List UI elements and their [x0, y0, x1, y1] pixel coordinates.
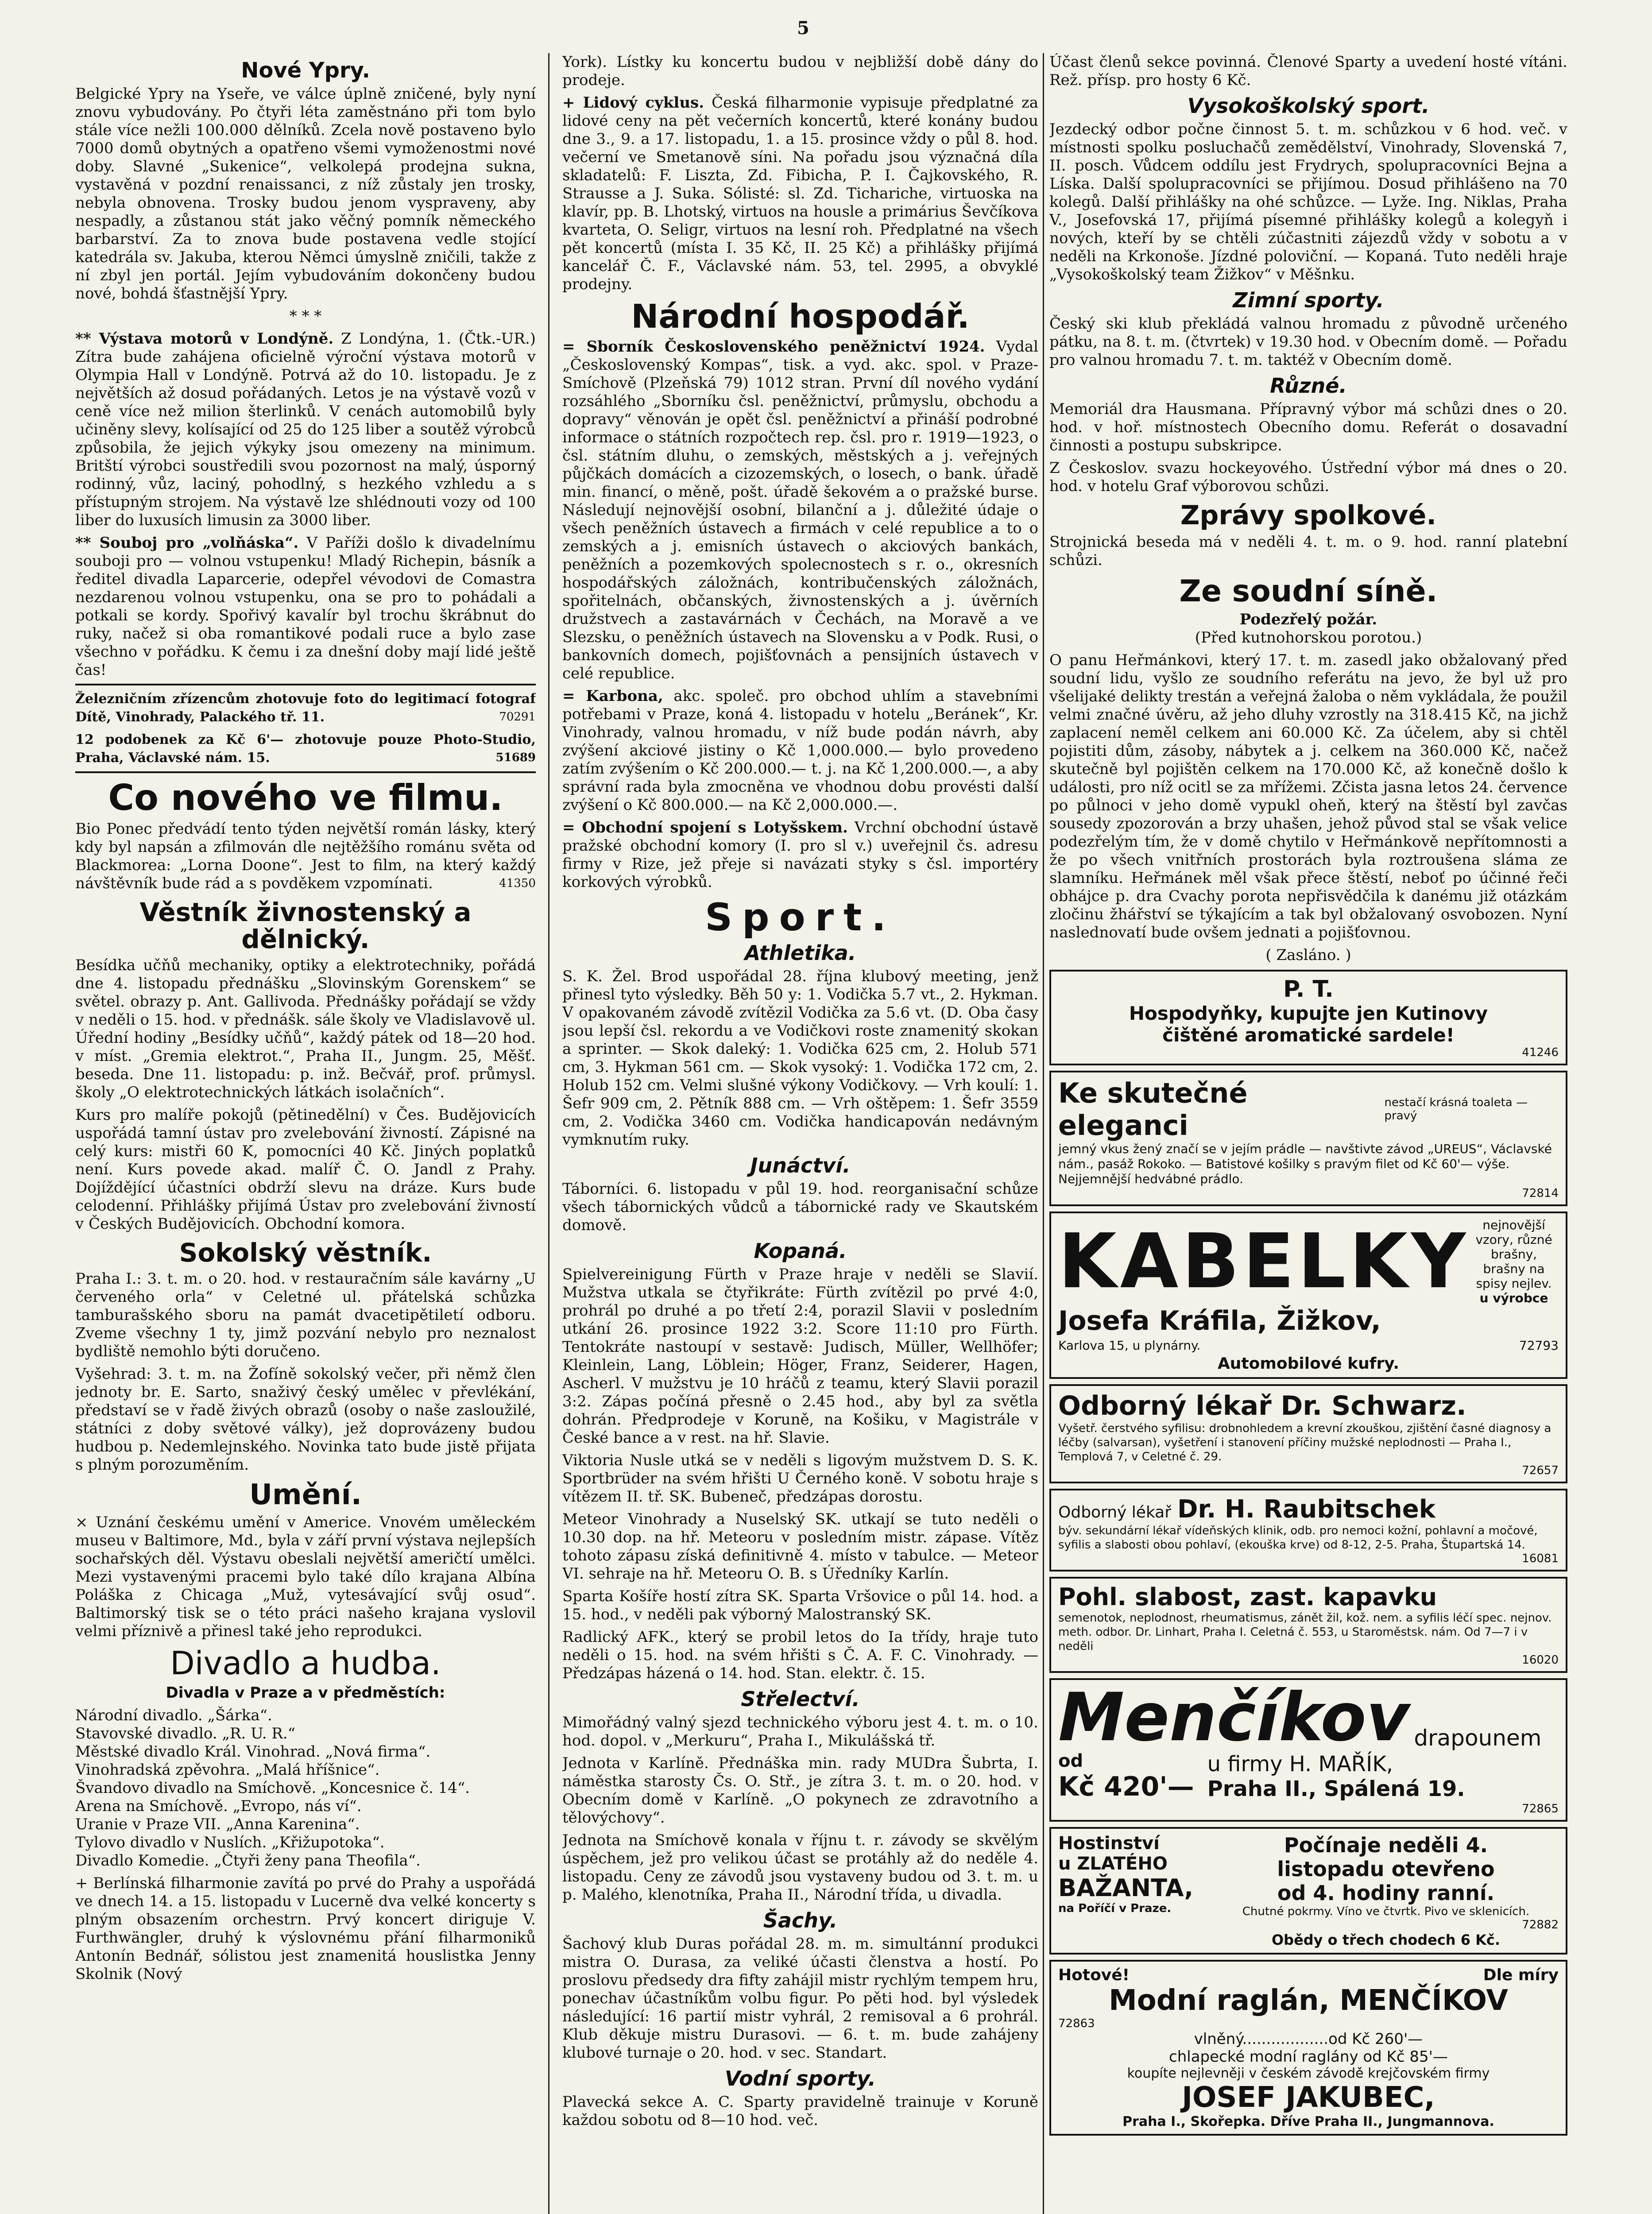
subtitle-pozar: Podezřelý požár.	[1239, 611, 1377, 629]
ad-mencikov-num: 72865	[1522, 1802, 1559, 1816]
theatre-item: Městské divadlo Král. Vinohrad. „Nová firma“.	[75, 1742, 431, 1761]
ad-kabelky-foot: Automobilové kufry.	[1217, 1355, 1400, 1373]
ad-mencikov-price: Kč 420'—	[1058, 1771, 1194, 1803]
ad-bazant-line: BAŽANTA,	[1058, 1874, 1194, 1902]
article-sachy: Šachový klub Duras pořádal 28. m. m. simultánní produkci mistra O. Durasa, za veliké účasti členstva a hostí. Po proslovu předsedy dra fifty zahájil mistr rychlým tempem hru, ponechav účastníkům volbu figur. Po pěti hod. byl výsledek následující: 16 partií mistr vyhrál, 2 remisoval a 6 prohrál. Klub děkuje mistru Durasovi. — 6. t. m. bude zahájeny klubové turnaje o 20. hod. v sec. Standart.	[562, 1935, 1038, 2062]
article-kopana-5: Radlický AFK., který se probil letos do Ia třídy, hraje tuto neděli o 15. hod. na svém hřišti s Č. A. F. C. Vinohrady. — Předzápas házená o 14. hod. Stan. elektr. č. 15.	[562, 1628, 1038, 1682]
ad-raglan-num: 72863	[1058, 2017, 1095, 2031]
subsection-zimni: Zimní sporty.	[1233, 288, 1384, 312]
ad-raglan-name: JOSEF JAKUBEC,	[1182, 2081, 1435, 2114]
subsection-junactvi: Junáctví.	[750, 1153, 851, 1177]
article-karbona: = Karbona, akc. společ. pro obchod uhlím a stavebními potřebami v Praze, koná 4. listopadu v hotelu „Beránek“, Kr. Vinohrady, valnou hromadu, v níž bude podán návrh, aby zvýšení akciové jistiny o Kč 1,000.000.— bylo provedeno zatím zvýšením o Kč 200.000.— t. j. na Kč 1,200.000.—, a aby správní rada byla zmocněna ve vhodnou dobu provésti další zvýšení o Kč 800.000.— na Kč 2,000.000.—.	[562, 687, 1038, 814]
ad-kabelky-side: u výrobce	[1479, 1291, 1548, 1306]
subsection-vysokoskolsky: Vysokoškolský sport.	[1187, 94, 1430, 118]
ad-raubitschek-lead: Odborný lékař	[1058, 1503, 1172, 1522]
ad-photo-studio: 12 podobenek za Kč 6'— zhotovuje pouze Photo-Studio, Praha, Václavské nám. 15. 51689	[75, 732, 536, 766]
subsection-kopana: Kopaná.	[754, 1239, 847, 1263]
ad-raglan-right: Dle míry	[1483, 1966, 1559, 1985]
article-kopana-2: Viktoria Nusle utká se v neděli s ligovým mužstvem D. S. K. Sportbrüder na svém hřišti U Černého koně. V sobotu hraje s vítězem II. tř. SK. Bubeneč, předzápas dorostu.	[562, 1451, 1038, 1506]
ad-schwarz-title: Odborný lékař Dr. Schwarz.	[1058, 1390, 1466, 1422]
ad-mencikov-address: Praha II., Spálená 19.	[1207, 1777, 1465, 1802]
article-kopana-1: Spielvereinigung Fürth v Praze hraje v neděli se Slavií. Mužstva utkala se čtyřikráte: Fürth zvítězil po prvé 4:0, prohrál po druhé a po třetí 2:4, porazil Slavii v posledním utkání 26. prosince 1922 3:2. Score 11:10 pro Fürth. Tentokráte nastoupí v sestavě: Judisch, Müller, Wellhöfer; Kleinlein, Lang, Löblein; Höger, Franz, Seiderer, Hagen, Ascherl. V mužstvu je 10 hráčů z teamu, který Slavii porazil 3:2. Zápas počíná přesně o 2.45 hod., aby byl za světla dohrán. Předprodeje v Koruně, na Košiku, v Magistrále v České bance a v rest. na hř. Slavie.	[562, 1265, 1038, 1447]
section-title-narodni: Národní hospodář.	[631, 298, 970, 336]
ad-bazant-right: Počínaje neděli 4.	[1284, 1833, 1488, 1858]
article-vestnik-1: Besídka učňů mechaniky, optiky a elektrotechniky, pořádá dne 4. listopadu přednášku „Slovinským Gorenskem“ se světel. obrazy p. Ant. Gallivoda. Přednášky pořádají se vždy v neděli o 15. hod. v přednášk. sále školy ve Vladislavově ul. Úřední hodiny „Besídky učňů“, každý pátek od 18—20 hod. v míst. „Gremia elektrot.“, Praha II., Jungm. 25, Měšť. beseda. Dne 11. listopadu: p. inž. Bečvář, prof. průmysl. školy „O elektrotechnických látkách isolačních“.	[75, 956, 536, 1102]
ad-kabelky-side: brašny na spisy nejlev.	[1476, 1262, 1552, 1291]
ad-elegance-num: 72814	[1522, 1187, 1559, 1200]
section-title-sokolsky: Sokolský věstník.	[179, 1238, 432, 1268]
theatre-item: Arena na Smíchově. „Evropo, nás ví“.	[75, 1797, 362, 1815]
ad-kabelky	[1049, 1212, 1567, 1379]
column-rule	[548, 53, 549, 2214]
ad-kabelky-side: nejnovější vzory, různé brašny,	[1475, 1218, 1552, 1262]
subsection-strelectvi: Střelectví.	[741, 1687, 860, 1711]
ad-pohl-slabost	[1049, 1577, 1567, 1673]
ad-kabelky-title: KABELKY	[1058, 1218, 1470, 1306]
article-vestnik-2: Kurs pro malíře pokojů (pětinedělní) v Čes. Budějovicích uspořádá tamní ústav pro zvelebování živností. Zápisné na celý kurs: mistři 60 K, pomocníci 40 Kč. Jiných poplatků není. Kurs povede akad. malíř Č. O. Jandl z Prahy. Dojíždějící účastníci obdrží slevu na dráze. Kurs bude celodenní. Přihlášky přijímá Ústav pro zvelebování živností v Českých Budějovicích. Obchodní komora.	[75, 1106, 536, 1233]
ad-elegance-title: Ke skutečné eleganci	[1058, 1077, 1248, 1142]
ad-kabelky-maker: Josefa Kráfila, Žižkov,	[1058, 1305, 1381, 1337]
ad-mencikov-price-lead: od	[1058, 1751, 1083, 1772]
ad-dr-raubitschek	[1049, 1489, 1567, 1571]
article-soudni: O panu Heřmánkovi, který 17. t. m. zasedl jako obžalovaný před soudní lidu, vyšlo ze soudního referátu na jevo, že byl už pro všelijaké delikty trestán a veřejná žaloba o něm vykládala, že použil velmi značné úvěru, až jeho dluhy vzrostly na 318.415 Kč, na jichž zaplacení neměl celkem ani 60.000 Kč. Za účelem, aby si chtěl pojistiti dům, zásoby, nábytek a j. celkem na 360.000 Kč, načež skutečně byl pojištěn celkem na 170.000 Kč, až konečně došlo k události, pro níž ocitl se za mřížemi. Zčista jasna letos 24. července po půlnoci v jeho domě vypukl oheň, který na štěstí byl zavčas sousedy zpozorován a brzy uhašen, jehož původ stal se však velice podezřelým tím, že v domě chytilo v Heřmánkově nepřítomnosti a že po všech vnitřních prostorách byla roztroušena sláma ze slamníku. Heřmánek měl však přece štěstí, neboť po účinné řeči obhájce p. dra Cvachy porota nepřisvědčila k danému již otázkám zločinu žhářství se týkajícím a tak byl obžalovaný osvobozen. Nyní naslednovatí bude ovšem jednati a pojišťovnou.	[1049, 651, 1567, 942]
article-ruzne-2: Z Českoslov. svazu hockeyového. Ústřední výbor má dnes o 20. hod. v hotelu Graf výborovou schůzi.	[1049, 459, 1567, 495]
article-berlinska: + Berlínská filharmonie zavítá po prvé do Prahy a uspořádá ve dnech 14. a 15. listopadu v Lucerně dva velké koncerty s plným obsazením orchestrn. Prvý koncert diriguje V. Furthwängler, druhý k výslovnému přání filharmoniků Antonín Bednář, sólistou jest znamenitá houslistka Jenny Skolnik (Nový	[75, 1874, 536, 1983]
article-zimni: Český ski klub překládá valnou hromadu z původně určeného pátku, na 8. t. m. (čtvrtek) v 19.30 hod. v Obecním domě. — Pořadu pro valnou hromadu 7. t. m. taktéž v Obecním domě.	[1049, 315, 1567, 369]
section-title-soudni: Ze soudní síně.	[1179, 574, 1438, 609]
ad-bazant-line: Hostinství	[1058, 1833, 1160, 1854]
theatre-item: Divadlo Komedie. „Čtyři ženy pana Theofila“.	[75, 1851, 421, 1870]
article-atletika: S. K. Žel. Brod uspořádal 28. října klubový meeting, jenž přinesl tyto výsledky. Běh 50 y: 1. Vodička 5.7 vt., 2. Hykman. V opakovaném závodě zvítězil Vodička za 5.6 vt. (D. Oba časy jsou lepší čsl. rekordu a ve Vodičkovi roste znamenitý skokan a sprinter. — Skok daleký: 1. Vodička 625 cm, 2. Holub 571 cm, 3. Hykman 561 cm. — Skok vysoký: 1. Vodička 172 cm, 2. Holub 152 cm. Velmi slušné výkony Vodičkovy. — Vrh koulí: 1. Šefr 909 cm, 2. Pětník 888 cm. — Vrh oštěpem: 1. Šefr 3559 cm, 2. Vodička 3460 cm. Vodička handicapován nedávným vymknutím ruky.	[562, 967, 1038, 1149]
article-title-nove-ypry: Nové Ypry.	[241, 58, 370, 83]
theatre-item: Národní divadlo. „Šárka“.	[75, 1706, 272, 1724]
ad-bazant-line: u ZLATÉHO	[1058, 1854, 1168, 1874]
page-number: 5	[797, 18, 809, 39]
subsection-atletika: Athletika.	[744, 941, 856, 965]
subtitle-divadla: Divadla v Praze a v předměstích:	[166, 1684, 445, 1702]
ad-bazant-line: na Poříčí v Praze.	[1058, 1902, 1172, 1916]
subsection-vodni: Vodní sporty.	[724, 2066, 876, 2090]
ad-kabelky-num: 72793	[1519, 1338, 1559, 1353]
article-york: York). Lístky ku koncertu budou v nejbližší době dány do prodeje.	[562, 53, 1038, 89]
ad-raglan-left: Hotové!	[1058, 1966, 1130, 1985]
article-vystava: ** Výstava motorů v Londýně. Z Londýna, 1. (Čtk.-UR.) Zítra bude zahájena oficielně výroční výstava motorů v Olympia Hall v Londýně. Potrvá až do 10. listopadu. Je z největších až dosud pořádaných. Letos je na výstavě vozů v ceně více než milion šterlinků. V cenách automobilů byly učiněny slevy, kolísající od 25 do 125 liber a soutěž výrobců způsobila, že jejich výkyky jsou omezeny na minimum. Britští výrobci soustředili svou pozornost na malý, úsporný rodinný, vůz, laciný, pohodlný, s hezkého vzhledu a s přístupným strojem. Na výstavě lze shlédnouti vozy od 100 liber do luxusích limusin za 3000 liber.	[75, 330, 536, 530]
section-title-zpravy: Zprávy spolkové.	[1180, 500, 1437, 531]
article-sokolsky-2: Vyšehrad: 3. t. m. na Žofíně sokolský večer, při němž člen jednoty br. E. Sarto, snaživý český umělec v převlékání, představí se v řadě živých obrazů (osoby o naše zasloužilé, státníci z doby světové války), jež doprovázeny budou hudbou p. Nedemlejnského. Novinka tato bude jistě přijata s plným porozuměním.	[75, 1365, 536, 1474]
ad-pohl-body: semenotok, neplodnost, rheumatismus, zánět žil, kož. nem. a syfilis léčí spec. nejnov. meth. odbor. Dr. Linhart, Praha I. Celetná č. 553, u Staroměstsk. nám. Od 7—7 i v neděli	[1058, 1611, 1552, 1653]
ad-raubitschek-num: 16081	[1522, 1552, 1559, 1566]
article-body-nove-ypry: Belgické Ypry na Yseře, ve válce úplně zničené, byly nyní znovu vybudovány. Po čtyři léta zaměstnáno při tom bylo stále více nežli 100.000 dělníků. Zcela nově postaveno bylo 7000 domů obytných a opatřeno všemi vymoženostmi nové doby. Slavné „Sukenice“, velkolepá prodejna sukna, vystavěná v pozdní renaissanci, z níž zůstaly jen trosky, nebyla obnovena. Trosky budou jenom vyspraveny, aby nespadly, a zůstanou stát jako věčný pomník německého barbarství. Za to znova bude postavena vedle stojící katedrála sv. Jakuba, kterou Němci úmyslně zničili, takže z ní zbyl jen portál. Jejím vybudováním dokončeny budou nové, bohdá šťastnější Ypry.	[75, 85, 536, 303]
section-title-umeni: Umění.	[249, 1479, 362, 1512]
theatre-item: Uranie v Praze VII. „Anna Karenina“.	[75, 1815, 360, 1833]
section-title-sport: Sport.	[705, 895, 896, 940]
subsection-ruzne: Různé.	[1270, 374, 1347, 398]
ad-pt-line1: P. T.	[1283, 976, 1334, 1003]
section-title-film: Co nového ve filmu.	[108, 777, 503, 819]
article-sokolsky-1: Praha I.: 3. t. m. o 20. hod. v restauračním sále kavárny „U červeného orla“ v Celetné ul. přátelská schůzka tamburašského sboru na památ dvacetipětiletí odboru. Zveme všechny 1 ty, jimž pozvání nebylo pro neznalost bydliště nemohlo býti doručeno.	[75, 1270, 536, 1361]
ad-pt-num: 41246	[1522, 1046, 1559, 1060]
section-title-divadlo: Divadlo a hudba.	[170, 1645, 441, 1682]
article-strelectvi-1: Mimořádný valný sjezd technického výboru jest 4. t. m. o 10. hod. dopol. v „Merkuru“, Praha I., Mikulášská tř.	[562, 1713, 1038, 1750]
divider	[75, 684, 536, 685]
ad-pt-line3: čištěné aromatické sardele!	[1162, 1024, 1455, 1046]
ad-raglan-title: Modní raglán, MENČÍKOV	[1109, 1984, 1508, 2017]
article-zpravy: Strojnická beseda má v neděli 4. t. m. o 9. hod. ranní platební schůzi.	[1049, 533, 1567, 569]
column-3	[1049, 53, 1567, 2214]
ad-raubitschek-body: býv. sekundární lékař vídeňských klinik, odb. pro nemoci kožní, pohlavní a močové, syfilis a slabosti obou pohlaví, (ekouška krve) od 8-12, 2-5. Praha, Štupartská 14.	[1058, 1524, 1538, 1552]
subtitle-porota: (Před kutnohorskou porotou.)	[1195, 629, 1422, 647]
section-title-vestnik: Věstník živnostenský a dělnický.	[139, 897, 472, 955]
article-strelectvi-2: Jednota v Karlíně. Přednáška min. rady MUDra Šubrta, I. náměstka starosty Čs. O. Stř., je zítra 3. t. m. o 20. hod. v Obecním domě v Karlíně. „O pokynech ze zdravotního a tělovýchovy“.	[562, 1754, 1038, 1827]
article-vysokoskolsky: Jezdecký odbor počne činnost 5. t. m. schůzkou v 6 hod. več. v místnosti spolku posluchačů zemědělství, Vinohrady, Slovenská 7, II. posch. Vůdcem oddílu jest Frydrych, spolupracovníci Bejna a Líska. Další spolupracovníci se přijímou. Dosud přihlášeno na 70 kolegů. Další přihlášky na ohé schůzce. — Lyže. Ing. Niklas, Praha V., Josefovská 17, přijímá písemné přihlášky kolegů a kolegyň i nových, kteří by se chtěli zúčastniti zájezdů vždy v sobotu a v neděli na Krkonoše. Jízdné poloviční. — Kopaná. Tuto neděli hraje „Vysokoškolský team Žižkov“ v Měšnku.	[1049, 120, 1567, 283]
ad-bazant-right: listopadu otevřeno	[1277, 1857, 1495, 1881]
ad-raglan-line: koupíte nejlevněji v českém závodě krejčovském firmy	[1127, 2066, 1490, 2082]
label-zaslano: ( Zasláno. )	[1265, 946, 1351, 964]
article-umeni: × Uznání českému umění v Americe. Vnovém uměleckém museu v Baltimore, Md., byla v září první výstava nejlepších sochařských děl. Výstavu obeslali největší američtí umělci. Mezi vystavenými pracemi bylo také dílo krajana Albína Poláška z Chicaga „Muž, vytesávající svůj osud“. Baltimorský tisk se o této práci našeho krajana vyslovil velmi příznivě a přinesl také jeho reprodukci.	[75, 1513, 536, 1641]
article-vodni: Plavecká sekce A. C. Sparty pravidelně trainuje v Koruně každou sobotu od 8—10 hod. več.	[562, 2093, 1038, 2129]
article-sbornik: = Sborník Československého peněžnictví 1924. Vydal „Československý Kompas“, tisk. a vyd. akc. spol. v Praze-Smíchově (Plzeňská 79) 1012 stran. První díl nového vydání rozsáhlého „Sborníku čsl. peněžnictví, průmyslu, obchodu a dopravy“ věnován je opět čsl. peněžnictví a přináší podrobné informace o státních rozpočtech rep. čsl. pro r. 1919—1923, o čsl. státním dluhu, o zemských, městských a j. veřejných půjčkách domácích a cizozemských, o losech, o bank. úřadě min. financí, o měně, pošt. úřadě šekovém a o pražské burse. Následují nejnovější osobní, bilanční a j. důležité údaje o všech peněžních ústavech a firmách v celé republice a to o zemských a j. emisních ústavech o akciových bankách, peněžních a pozemkových spolecnostech s r. o., okresních hospodářských záložnách, kontribučenských záložnách, spořitelnách, občanských, živnostenských a j. úvěrních družstvech a zastavárnách v Čechách, na Moravě a ve Slezsku, o peněžních ústavech na Slovensku a v Podk. Rusi, o bankovních domech, pojišťovnách a pensijních ústavech v celé republice.	[562, 337, 1038, 682]
ad-mencikov-side: drapounem	[1414, 1725, 1542, 1751]
article-ucast: Účast členů sekce povinná. Členové Sparty a uvedení hosté vítáni. Rež. přísp. pro hosty 6 Kč.	[1049, 53, 1567, 89]
theatre-item: Stavovské divadlo. „R. U. R.“	[75, 1724, 296, 1742]
ad-raglan-address: Praha I., Skořepka. Dříve Praha II., Jungmannova.	[1122, 2114, 1494, 2130]
ad-kabelky-address: Karlova 15, u plynárny.	[1058, 1338, 1201, 1353]
article-ruzne-1: Memoriál dra Hausmana. Přípravný výbor má schůzi dnes o 20. hod. v hoř. místnostech Obecního domu. Referát o dosavadní činnosti a postupu subskripce.	[1049, 400, 1567, 454]
article-obchodni: = Obchodní spojení s Lotyšskem. Vrchní obchodní ústavě pražské obchodní komory (I. pro sl v.) uveřejnil čs. adresu firmy v Rize, jež přeje si navázati styky s čsl. importéry korkových výrobků.	[562, 818, 1038, 891]
article-lidovy: + Lidový cyklus. Česká filharmonie vypisuje předplatné za lidové ceny na pět večerních koncertů, které konány budou dne 3., 9. a 17. listopadu, 1. a 15. prosince vždy o půl 8. hod. večerní ve Smetanově síni. Na pořadu jsou význačná díla skladatelů: F. Liszta, Zd. Fibicha, P. I. Čajkovského, R. Strausse a J. Suka. Sólisté: sl. Zd. Tichariche, virtuoska na klavír, pp. B. Lhotský, virtuos na housle a primárius Ševčíkova kvarteta, O. Seligr, virtuos na lesní roh. Předplatné na všech pět koncertů (místa I. 35 Kč, II. 25 Kč) a přihlášky přijímá kancelář Č. F., Václavské nám. 53, tel. 2995, a obvyklé prodejny.	[562, 94, 1038, 293]
ad-elegance-side: nestačí krásná toaleta — pravý	[1384, 1096, 1528, 1123]
ad-dr-schwarz	[1049, 1384, 1567, 1483]
article-kopana-4: Sparta Košíře hostí zítra SK. Sparta Vršovice o půl 14. hod. a 15. hod., v neděli pak výborný Malostranský SK.	[562, 1587, 1038, 1623]
theatre-item: Švandovo divadlo na Smíchově. „Koncesnice č. 14“.	[75, 1779, 470, 1797]
article-souboj: ** Souboj pro „volňáska“. V Paříži došlo k divadelnímu souboji pro — volnou vstupenku! Mladý Richepin, básník a ředitel divadla Laparcerie, odepřel vévodovi de Comastra nezdarenou volnou vstupenku, ona se pro to pohádali a potkali se kordy. Spořivý kavalír byl trochu škrábnut do ruky, načež si oba romantikové podali ruce a bylo zase všechno v pořádku. K čemu i za dnešní doby mají lidé ještě čas!	[75, 534, 536, 679]
ad-zeleznicni: Železničním zřízencům zhotovuje foto do legitimací fotograf Dítě, Vinohrady, Palackého tř. 11. 70291	[75, 691, 536, 725]
subsection-sachy: Šachy.	[763, 1908, 838, 1932]
ad-mencikov	[1049, 1678, 1567, 1822]
ad-zlaty-bazant	[1049, 1827, 1567, 1955]
theatre-item: Vinohradská zpěvohra. „Malá hříšnice“.	[75, 1761, 380, 1779]
divider	[75, 771, 536, 773]
separator-stars: * * *	[289, 307, 322, 325]
article-junactvi: Táborníci. 6. listopadu v půl 19. hod. reorganisační schůze všech tábornických vůdců a tábornické rady ve Skautském domově.	[562, 1180, 1038, 1234]
ad-raglan-jakubec	[1049, 1960, 1567, 2136]
ad-raglan-line: chlapecké modní raglány od Kč 85'—	[1169, 2048, 1448, 2066]
ad-elegance-body: jemný vkus žený značí se v jejím prádle — navštivte závod „UREUS“, Václavské nám., pasáž Rokoko. — Batistové košilky s pravým filet od Kč 60'— výše. Nejjemnější hedvábné prádlo.	[1058, 1142, 1552, 1187]
ad-raglan-line: vlněný..................od Kč 260'—	[1194, 2030, 1423, 2048]
ad-bazant-right: od 4. hodiny ranní.	[1277, 1881, 1495, 1905]
ad-kutinovy-sardele	[1049, 970, 1567, 1065]
ad-pohl-num: 16020	[1522, 1653, 1559, 1667]
ad-schwarz-body: Vyšetř. čerstvého syfilisu: drobnohledem a krevní zkouškou, zjištění časné diagnosy a léčby (salvarsan), vyšetření i stanovení příčiny mužské neplodnosti — Praha I., Templová 7, v Celetné č. 29.	[1058, 1422, 1551, 1464]
article-kopana-3: Meteor Vinohrady a Nuselský SK. utkají se tuto neděli o 10.30 dop. na hř. Meteoru v posledním mistr. zápase. Vítěz tohoto zápasu získá definitivně 4. místo v tabulce. — Meteor VI. sehraje na hř. Meteoru O. B. s Úředníky Karlín.	[562, 1510, 1038, 1583]
article-strelectvi-3: Jednota na Smíchově konala v říjnu t. r. závody se skvělým úspěchem, jež pro velikou účast se protáhly až do neděle 4. listopadu. Ceny ze závodů jsou vystaveny budou od 3. t. m. u p. Malého, klenotníka, Praha II., Národní třída, u divadla.	[562, 1831, 1038, 1904]
ad-pohl-title: Pohl. slabost, zast. kapavku	[1058, 1583, 1437, 1611]
ad-schwarz-num: 72657	[1522, 1464, 1559, 1478]
theatre-item: Tylovo divadlo v Nuslích. „Křižupotoka“.	[75, 1833, 385, 1851]
ad-mencikov-firm: u firmy H. MAŘÍK,	[1207, 1752, 1393, 1777]
ad-bazant-num: 72882	[1522, 1918, 1559, 1932]
ad-elegance	[1049, 1071, 1567, 1206]
ad-bazant-right: Chutné pokrmy. Víno ve čtvrtk. Pivo ve sklenicích.	[1242, 1905, 1530, 1919]
ad-raubitschek-name: Dr. H. Raubitschek	[1177, 1495, 1435, 1524]
column-1	[75, 53, 536, 2214]
column-rule	[1043, 53, 1044, 2214]
article-film: Bio Ponec předvádí tento týden největší román lásky, který kdy byl napsán a zfilmován dle nejtěžšího románu světa od Blackmorea: „Lorna Doone“. Jest to film, na který každý návštěvník bude rád a s povděkem vzpomínati. 41350	[75, 820, 536, 893]
ad-pt-line2: Hospodyňky, kupujte jen Kutinovy	[1129, 1002, 1488, 1025]
ad-mencikov-title: Menčíkov	[1058, 1679, 1410, 1757]
ad-bazant-right: Obědy o třech chodech 6 Kč.	[1271, 1931, 1501, 1949]
column-2	[562, 53, 1038, 2214]
